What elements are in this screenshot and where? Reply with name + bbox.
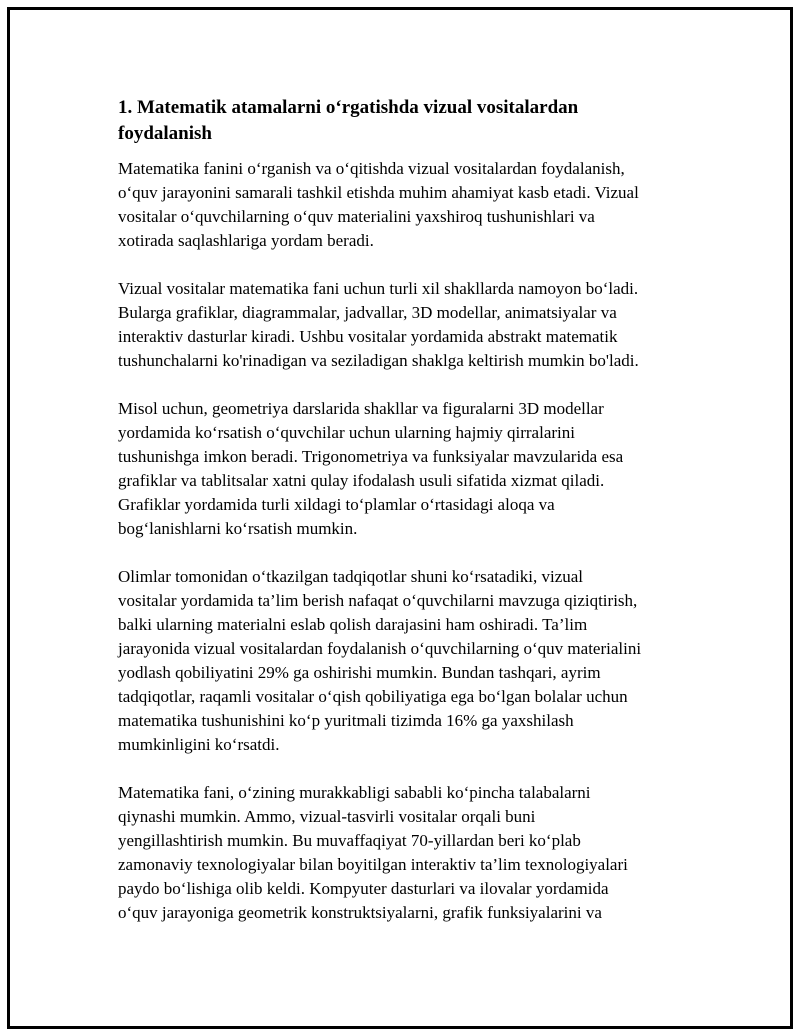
text-line: interaktiv dasturlar kiradi. Ushbu vositalar yordamida abstrakt matematik <box>118 327 618 346</box>
section-heading <box>118 95 698 147</box>
text-line: Matematika fanini o‘rganish va o‘qitishda vizual vositalardan foydalanish, <box>118 159 625 178</box>
heading-line: 1. Matematik atamalarni o‘rgatishda vizual vositalardan <box>118 97 579 118</box>
text-line: zamonaviy texnologiyalar bilan boyitilgan interaktiv ta’lim texnologiyalari <box>118 855 628 874</box>
text-line: jarayonida vizual vositalardan foydalanish o‘quvchilarning o‘quv materialini <box>118 639 642 658</box>
text-line: yengillashtirish mumkin. Bu muvaffaqiyat 70-yillardan beri ko‘plab <box>118 831 581 850</box>
text-line: grafiklar va tablitsalar xatni qulay ifodalash usuli sifatida xizmat qiladi. <box>118 471 605 490</box>
paragraph-4 <box>118 565 698 757</box>
text-line: qiynashi mumkin. Ammo, vizual-tasvirli vositalar orqali buni <box>118 807 536 826</box>
paragraph-3 <box>118 397 698 541</box>
text-line: Vizual vositalar matematika fani uchun turli xil shakllarda namoyon bo‘ladi. <box>118 279 639 298</box>
document-body <box>118 95 698 949</box>
text-line: Misol uchun, geometriya darslarida shakllar va figuralarni 3D modellar <box>118 399 604 418</box>
text-line: vositalar o‘quvchilarning o‘quv materialini yaxshiroq tushunishlari va <box>118 207 595 226</box>
text-line: vositalar yordamida ta’lim berish nafaqat o‘quvchilarni mavzuga qiziqtirish, <box>118 591 638 610</box>
text-line: yordamida ko‘rsatish o‘quvchilar uchun ularning hajmiy qirralarini <box>118 423 575 442</box>
text-line: tushunchalarni ko'rinadigan va seziladigan shaklga keltirish mumkin bo'ladi. <box>118 351 639 370</box>
text-line: yodlash qobiliyatini 29% ga oshirishi mumkin. Bundan tashqari, ayrim <box>118 663 601 682</box>
paragraph-2 <box>118 277 698 373</box>
paragraph-1 <box>118 157 698 253</box>
text-line: tushunishga imkon beradi. Trigonometriya va funksiyalar mavzularida esa <box>118 447 624 466</box>
text-line: o‘quv jarayoniga geometrik konstruktsiyalarni, grafik funksiyalarini va <box>118 903 602 922</box>
paragraph-5 <box>118 781 698 925</box>
text-line: o‘quv jarayonini samarali tashkil etishda muhim ahamiyat kasb etadi. Vizual <box>118 183 639 202</box>
text-line: mumkinligini ko‘rsatdi. <box>118 735 280 754</box>
text-line: paydo bo‘lishiga olib keldi. Kompyuter dasturlari va ilovalar yordamida <box>118 879 609 898</box>
text-line: balki ularning materialni eslab qolish darajasini ham oshiradi. Ta’lim <box>118 615 588 634</box>
text-line: Matematika fani, o‘zining murakkabligi sababli ko‘pincha talabalarni <box>118 783 591 802</box>
heading-line: foydalanish <box>118 123 212 144</box>
text-line: matematika tushunishini ko‘p yuritmali tizimda 16% ga yaxshilash <box>118 711 574 730</box>
text-line: Olimlar tomonidan o‘tkazilgan tadqiqotlar shuni ko‘rsatadiki, vizual <box>118 567 584 586</box>
text-line: tadqiqotlar, raqamli vositalar o‘qish qobiliyatiga ega bo‘lgan bolalar uchun <box>118 687 628 706</box>
text-line: Grafiklar yordamida turli xildagi to‘plamlar o‘rtasidagi aloqa va <box>118 495 555 514</box>
text-line: xotirada saqlashlariga yordam beradi. <box>118 231 374 250</box>
text-line: bog‘lanishlarni ko‘rsatish mumkin. <box>118 519 358 538</box>
text-line: Bularga grafiklar, diagrammalar, jadvallar, 3D modellar, animatsiyalar va <box>118 303 617 322</box>
